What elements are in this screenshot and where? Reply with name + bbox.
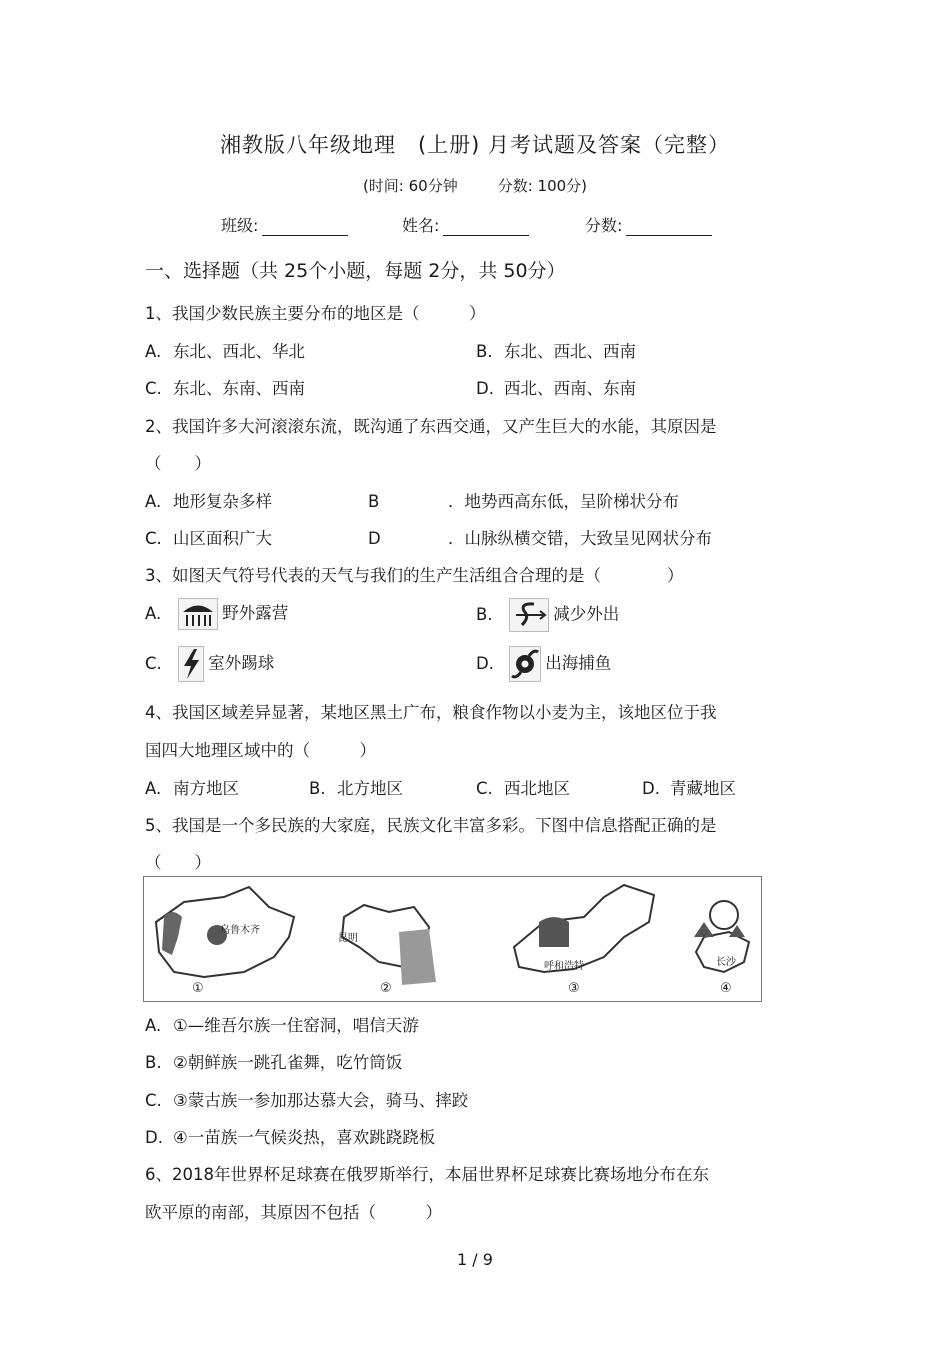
option-b: B. ②朝鲜族一跳孔雀舞，吃竹筒饭: [145, 1053, 403, 1072]
option-c: C. 东北、东南、西南: [145, 379, 305, 398]
section-title: 一、选择题（共 25个小题，每题 2分，共 50分）: [145, 260, 566, 282]
option-d: D. 西北、西南、东南: [476, 379, 636, 398]
option-d: D ．山脉纵横交错，大致呈见网状分布: [368, 529, 712, 548]
rain-icon: [178, 598, 218, 630]
exam-total-score: 分数: 100分): [497, 177, 588, 195]
question-stem: 2、我国许多大河滚滚东流，既沟通了东西交通，又产生巨大的水能，其原因是: [145, 417, 717, 436]
question-stem-cont: 欧平原的南部，其原因不包括（ ）: [145, 1203, 442, 1222]
option-c: C. ③蒙古族一参加那达慕大会，骑马、摔跤: [145, 1091, 469, 1110]
option-c: C. 山区面积广大: [145, 529, 272, 548]
question-stem: 4、我国区域差异显著，某地区黑土广布，粮食作物以小麦为主，该地区位于我: [145, 703, 717, 722]
name-blank: [443, 217, 529, 236]
page-number: 1 / 9: [457, 1250, 493, 1269]
score-label: 分数:: [585, 216, 623, 235]
question-stem: 1、我国少数民族主要分布的地区是（ ）: [145, 304, 486, 323]
question-stem-cont: （ ）: [145, 454, 211, 473]
question-stem: 5、我国是一个多民族的大家庭，民族文化丰富多彩。下图中信息搭配正确的是: [145, 816, 717, 835]
option-b: B ．地势西高东低，呈阶梯状分布: [368, 492, 679, 511]
class-label: 班级:: [221, 216, 259, 235]
option-a: A. 东北、西北、华北: [145, 342, 305, 361]
option-c: C. 西北地区: [476, 779, 570, 798]
score-field: [585, 213, 712, 236]
question-stem-cont: （ ）: [145, 853, 211, 872]
question-stem-cont: 国四大地理区域中的（ ）: [145, 741, 376, 760]
score-blank: [626, 217, 712, 236]
option-b: B. 东北、西北、西南: [476, 342, 636, 361]
option-d: D. 出海捕鱼: [476, 646, 611, 682]
option-c: C. 室外踢球: [145, 646, 274, 682]
option-b: B. 减少外出: [476, 598, 619, 632]
ethnic-map-figure: [143, 876, 762, 1002]
question-stem: 3、如图天气符号代表的天气与我们的生产生活组合合理的是（ ）: [145, 566, 684, 585]
option-d: D. 青藏地区: [642, 779, 736, 798]
option-b: B. 北方地区: [309, 779, 403, 798]
exam-time: (时间: 60分钟: [362, 177, 458, 195]
map-label-4: 长沙: [716, 957, 736, 968]
option-a: A. ①—维吾尔族一住窑洞，唱信天游: [145, 1016, 419, 1035]
sandstorm-icon: [509, 598, 549, 632]
map-number-3: ③: [568, 981, 580, 996]
option-a: A. 南方地区: [145, 779, 239, 798]
lightning-icon: [178, 646, 204, 682]
typhoon-icon: [509, 646, 541, 682]
map-label-1: 乌鲁木齐: [220, 925, 260, 936]
option-d: D. ④一苗族一气候炎热，喜欢跳跷跷板: [145, 1128, 436, 1147]
question-stem: 6、2018年世界杯足球赛在俄罗斯举行，本届世界杯足球赛比赛场地分布在东: [145, 1165, 709, 1184]
class-blank: [262, 217, 348, 236]
map-number-2: ②: [380, 981, 392, 996]
map-label-3: 呼和浩特: [544, 961, 584, 972]
map-number-1: ①: [192, 981, 204, 996]
class-field: [221, 213, 348, 236]
option-a: A. 地形复杂多样: [145, 492, 272, 511]
name-label: 姓名:: [402, 216, 440, 235]
map-number-4: ④: [720, 981, 732, 996]
exam-meta: [0, 175, 950, 196]
page-title: 湘教版八年级地理 (上册) 月考试题及答案（完整）: [219, 133, 731, 157]
map-label-2: 昆明: [338, 933, 358, 944]
option-a: A. 野外露营: [145, 598, 288, 630]
name-field: [402, 213, 529, 236]
